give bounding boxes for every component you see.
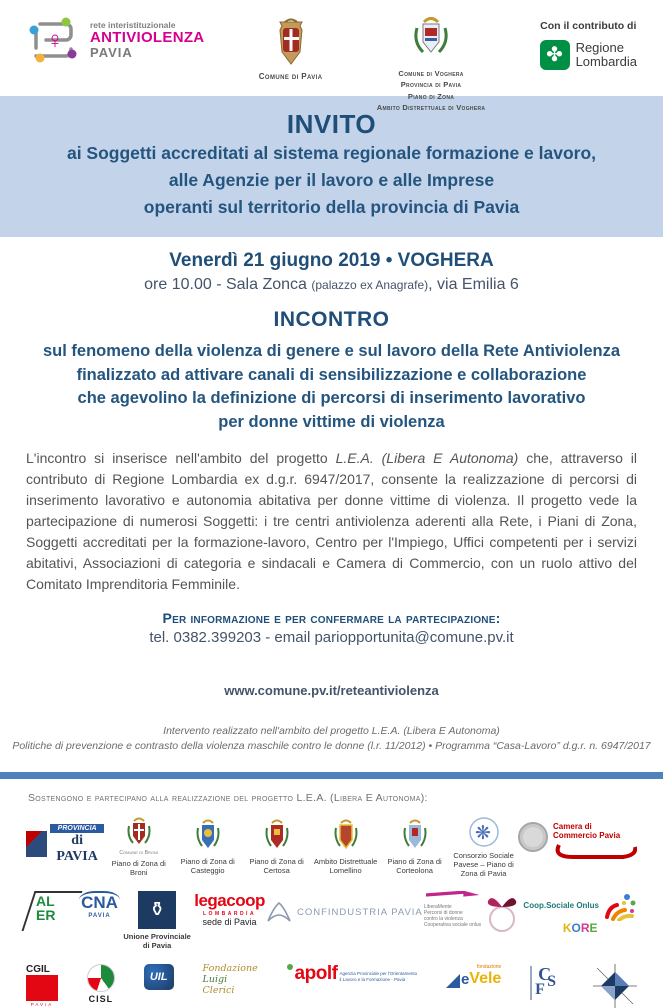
voghera-caption-block [377,68,486,113]
liberamente-line2: Percorsi di donne [423,909,463,916]
contributo-block [540,20,637,70]
broni-caption: Piano di Zona di Broni [111,858,166,877]
broni-crest-icon [126,816,152,850]
incontro-line2: finalizzato ad attivare canali di sensibilizzazione e collaborazione [76,365,587,384]
clerici-line1: Fondazione [202,963,258,975]
voghera-line4: Ambito Distrettuale di Voghera [376,102,486,112]
cisl-icon [87,964,115,992]
logo-piano-zona-certosa [242,816,311,876]
footnotes [0,724,663,754]
rosa-camuna-icon: ✤ [540,40,570,70]
liberamente-ribbon-icon [426,891,480,902]
camera-medal-icon [518,822,548,852]
unione-caption: Unione Provinciale di Pavia [123,931,191,950]
header [0,0,663,112]
event-place [0,276,663,294]
invito-title: INVITO [286,109,377,139]
incontro-line4: per donne vittime di violenza [218,412,445,431]
body-paragraph [26,448,637,595]
invito-line1: ai Soggetti accreditati al sistema regionale formazione e lavoro, [66,143,597,163]
logo-csf [530,964,564,1002]
event-date: Venerdì 21 giugno 2019 • VOGHERA [169,250,494,272]
broni-crest-label: Comune di Broni [119,849,159,856]
camera-swoosh-icon [553,841,637,859]
logo-cgil [26,964,58,1007]
rete-antiviolenza-logo [26,14,204,66]
unione-icon: ⚱ [138,891,176,929]
blue-divider [0,772,663,779]
kore-top-label: Coop.Sociale Onlus [523,901,599,911]
aler-icon [26,891,78,931]
body-part2: che, attraverso il contributo di Regione Lombardia ex d.g.r. 6947/2017, consente la realizzazione di percorsi di inserimento lavorativo e autonomia abitativa per donne vittime di violenza. Il progetto vede la partecipazione di numerosi Soggetti: i tre centri antiviolenza aderenti alla Rete, i Piani di Zona, Soggetti accreditati per la formazione-lavoro, Centro per l'Impiego, Uffici competenti per i servizi abitativi, Associazioni di categoria e sindacali e Camera di Commercio, con un ruolo attivo del Comitato Imprenditoria Femminile. [26,450,637,593]
logo-ambito-lomellino [311,816,380,876]
cna-sub: PAVIA [88,912,111,919]
legacoop-label: legacoop [194,890,265,910]
kore-e: E [589,920,598,935]
info-heading: Per informazione e per confermare la partecipazione: [162,610,501,627]
incontro-line3: che agevolino la definizione di percorsi di inserimento lavorativo [77,389,586,408]
voghera-line3: Piano di Zona [407,91,455,101]
csf-c: C [538,964,552,985]
corteolona-caption: Piano di Zona di Corteolona [387,856,442,875]
legacoop-region: LOMBARDIA [203,910,257,917]
sponsor-row-3 [0,964,663,1008]
logo-piano-zona-corteolona [380,816,449,876]
event-place-end: , via Emilia 6 [428,276,519,294]
logo-cisl [87,964,115,1004]
kore-k: K [562,920,572,935]
kore-r: R [580,920,590,935]
levele-triangle-icon [446,974,460,988]
logo-diamond [593,964,637,1008]
apolf-dot-icon [287,964,293,970]
voghera-line2: Provincia di Pavia [400,80,462,90]
lomellino-caption: Ambito Distrettuale Lomellino [313,856,378,875]
logo-legacoop [194,891,265,927]
cgil-sub: PAVIA [30,1002,54,1008]
certosa-caption: Piano di Zona di Certosa [249,856,304,875]
contributo-label: Con il contributo di [540,20,637,32]
logo-butterfly [482,891,522,935]
body-italic: L.E.A. (Libera E Autonoma) [335,450,519,467]
network-line3: PAVIA [90,44,133,60]
network-line2: ANTIVIOLENZA [90,28,205,46]
incontro-title: INCONTRO [273,308,390,332]
comune-pavia-logo [259,18,323,81]
comune-pavia-caption: Comune di Pavia [258,72,323,81]
invito-banner [0,96,663,237]
svg-text:♀: ♀ [46,27,64,54]
logo-confindustria [266,901,423,925]
kore-fan-icon [603,891,637,921]
apolf-sub2: il Lavoro e la Formazione - Pavia [339,976,406,982]
sponsor-row-1 [0,816,663,879]
lomellino-crest-icon [333,816,359,854]
voghera-crest-icon [411,14,451,64]
regione-lombardia-text [576,41,637,70]
logo-uil [144,964,174,990]
incontro-line1: sul fenomeno della violenza di genere e sul lavoro della Rete Antiviolenza [42,342,621,361]
event-place-main: ore 10.00 - Sala Zonca [144,276,312,294]
logo-provincia-pavia [26,824,104,865]
antiviolenza-logo-text [90,21,204,59]
logo-levele [446,964,501,988]
logo-apolf [287,963,418,985]
clerici-line3: Clerici [202,985,235,997]
logo-liberamente [424,891,481,928]
consorzio-caption: Consorzio Sociale Pavese – Piano di Zona di Pavia [453,850,514,879]
event-place-note: (palazzo ex Anagrafe) [311,278,429,293]
footnote-line2: Politiche di prevenzione e contrasto della violenza maschile contro le donne (l.r. 11/2012) • Programma “Casa-Lavoro” d.g.r. n. 6947/2017 [12,740,651,753]
corteolona-crest-icon [402,816,428,854]
aler-line2: ER [36,907,56,924]
liberamente-line1: LiberaMente [423,903,452,910]
logo-aler [26,891,78,931]
csf-monogram [530,964,564,1002]
regione-lombardia-logo [540,40,637,70]
incontro-description [0,340,663,434]
apolf-sub1: Agenzia Provinciale per l'Orientamento [339,971,418,977]
invito-line3: operanti sul territorio della provincia di Pavia [143,197,520,218]
pavia-crest-icon [274,18,308,66]
logo-piano-zona-broni [104,816,173,878]
footnote-line1: Intervento realizzato nell'ambito del progetto L.E.A. (Libera E Autonoma) [163,725,500,738]
provincia-name: di PAVIA [56,832,98,864]
antiviolenza-maze-icon [26,14,84,66]
comune-voghera-logo [377,14,486,113]
legacoop-sub: sede di Pavia [202,916,257,927]
svg-text:❋: ❋ [474,822,491,844]
logo-consorzio-sociale-pavese [449,816,518,879]
csf-bar-icon [530,966,532,1000]
casteggio-crest-icon [195,816,221,854]
body-part1: L'incontro si inserisce nell'ambito del progetto [26,450,336,467]
butterfly-icon [482,891,522,935]
uil-label: UIL [149,971,168,984]
apolf-label: apolf [294,963,338,985]
invito-line2: alle Agenzie per il lavoro e alle Imprese [168,170,495,191]
kore-name [563,921,598,935]
kore-o: O [571,920,581,935]
website-link[interactable]: www.comune.pv.it/reteantiviolenza [224,683,439,699]
certosa-crest-icon [264,816,290,854]
liberamente-line4: Cooperativa sociale onlus [423,921,482,928]
csf-s: S [547,973,557,991]
levele-vele: Vele [469,970,502,988]
confindustria-label: CONFINDUSTRIA PAVIA [296,907,423,919]
voghera-line1: Comune di Voghera [398,69,464,78]
logo-camera-commercio [518,822,637,859]
liberamente-line3: contro la violenza [423,915,463,922]
logo-kore [523,891,637,935]
aler-line1: AL [36,892,55,909]
logo-piano-zona-casteggio [173,816,242,876]
logo-cna [79,891,120,919]
csf-f: F [535,981,545,999]
casteggio-caption: Piano di Zona di Casteggio [180,856,235,875]
provincia-pavia-icon [26,831,47,857]
levele-fondazione: fondazione [476,964,502,971]
consorzio-flower-icon [468,816,500,848]
regione-line2: Lombardia [575,54,637,69]
uil-icon [144,964,174,990]
cisl-label: CISL [88,994,114,1005]
cgil-flag-icon [26,975,58,1001]
network-line1: rete interistituzionale [90,19,176,30]
clerici-line2: Luigi [202,974,228,986]
logo-unione-provinciale [121,891,193,951]
cgil-label: CGIL [26,964,50,976]
cna-label: CNA [81,892,118,912]
regione-line1: Regione [575,39,624,55]
logo-fondazione-clerici [203,964,258,997]
sponsors-heading: Sostengono e partecipano alla realizzazione del progetto L.E.A. (Libera E Autonoma): [28,791,428,804]
contact-line[interactable]: tel. 0382.399203 - email pariopportunita@comune.pv.it [149,629,514,647]
camera-caption: Camera di Commercio Pavia [553,821,621,841]
levele-le: e [460,971,470,989]
confindustria-eagle-icon [266,901,292,925]
provincia-band: PROVINCIA [50,824,104,833]
sponsor-row-2 [0,891,663,951]
diamond-compass-icon [593,964,637,1008]
